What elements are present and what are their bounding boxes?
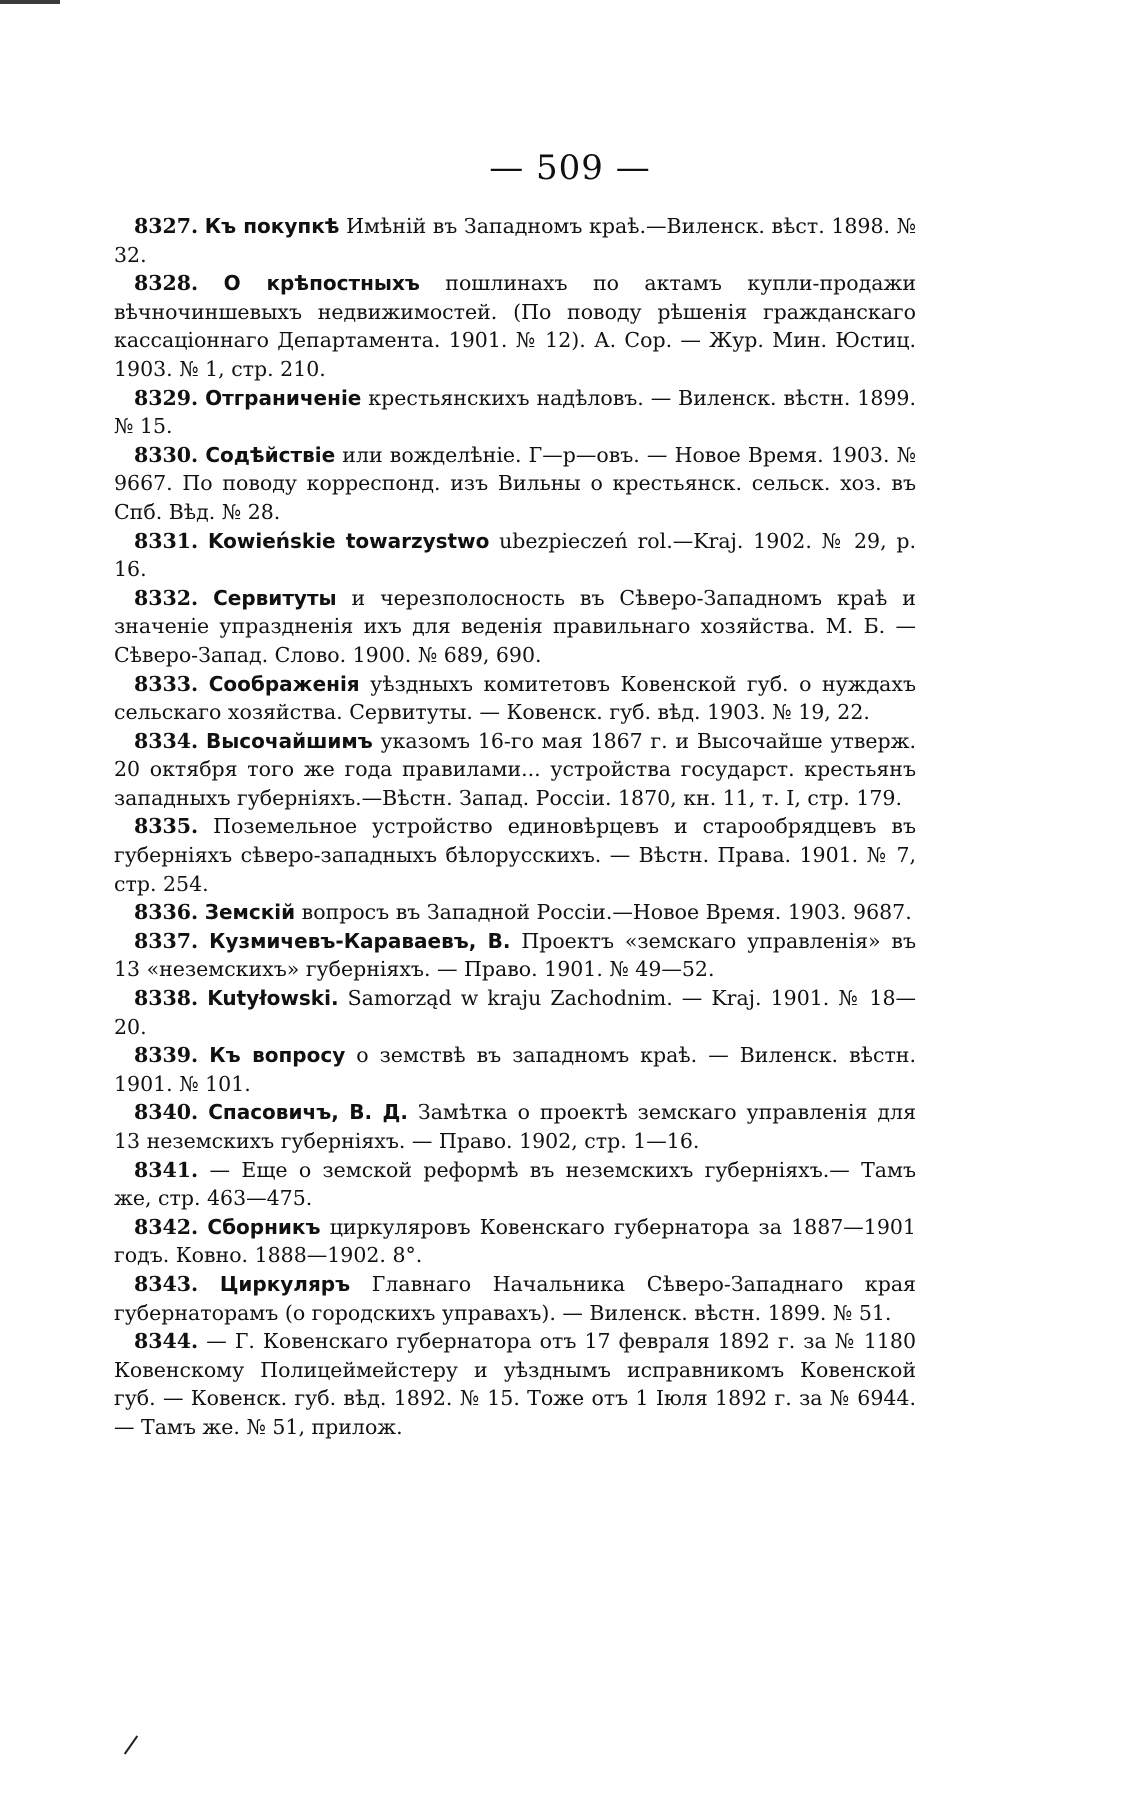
bibliography-list: [114, 212, 916, 1442]
entry-number: 8339.: [134, 1043, 199, 1068]
entry-text: Проектъ «земскаго управленія» въ 13 «неземскихъ» губерніяхъ. — Право. 1901. № 49—52.: [114, 928, 916, 982]
entry-text: Замѣтка о проектѣ земскаго управленія для 13 неземскихъ губерніяхъ. — Право. 1902, стр. 1—16.: [114, 1100, 916, 1153]
entry-8334: [114, 727, 916, 813]
entry-8342: [114, 1213, 916, 1270]
entry-text: ubezpieczeń rol.—Kraj. 1902. № 29, p. 16.: [114, 528, 916, 582]
entry-number: 8338.: [134, 986, 199, 1011]
entry-number: 8341.: [134, 1157, 199, 1182]
entry-heading: Содѣйствіе: [205, 442, 336, 467]
entry-heading: Циркуляръ: [219, 1271, 351, 1296]
entry-text: или вожделѣніе. Г—р—овъ. — Новое Время. 1903. № 9667. По поводу корреспонд. изъ Вильны о крестьянск. сельск. хоз. въ Спб. Вѣд. № 28.: [114, 442, 916, 524]
entry-text: пошлинахъ по актамъ купли-продажи вѣчночиншевыхъ недвижимостей. (По поводу рѣшенія гражданскаго кассаціоннаго Департамента. 1901. № 12). А. Сор. — Жур. Мин. Юстиц. 1903. № 1, стр. 210.: [114, 271, 916, 381]
entry-number: 8333.: [134, 671, 199, 696]
entry-8339: [114, 1041, 916, 1098]
entry-number: 8342.: [134, 1214, 199, 1239]
entry-8340: [114, 1098, 916, 1155]
entry-heading: Къ покупкѣ: [204, 214, 340, 238]
page-number: — 509 —: [489, 148, 651, 188]
entry-8335: [114, 812, 916, 898]
entry-8327: [114, 212, 916, 269]
entry-text: указомъ 16-го мая 1867 г. и Высочайше утверж. 20 октября того же года правилами... устройства государст. крестьянъ западныхъ губерніяхъ.—Вѣстн. Запад. Россіи. 1870, кн. 11, т. I, стр. 179.: [114, 728, 916, 810]
entry-text: Поземельное устройство единовѣрцевъ и старообрядцевъ въ губерніяхъ сѣверо-западныхъ бѣлорусскихъ. — Вѣстн. Права. 1901. № 7, стр. 254.: [114, 814, 916, 896]
entry-8338: [114, 984, 916, 1041]
entry-heading: Высочайшимъ: [205, 728, 373, 753]
entry-number: 8343.: [134, 1271, 199, 1296]
entry-heading: Kutyłowski.: [207, 986, 339, 1011]
entry-text: — Г. Ковенскаго губернатора отъ 17 февраля 1892 г. за № 1180 Ковенскому Полицеймейстеру и уѣзднымъ исправникомъ Ковенской губ. — Ковенск. губ. вѣд. 1892. № 15. Тоже отъ 1 Іюля 1892 г. за № 6944. — Тамъ же. № 51, прилож.: [114, 1329, 916, 1439]
entry-heading: Земскій: [204, 900, 296, 925]
entry-8330: [114, 441, 916, 527]
entry-text: и черезполосность въ Сѣверо-Западномъ краѣ и значеніе упраздненія ихъ для веденія правильнаго хозяйства. М. Б. — Сѣверо-Запад. Слово. 1900. № 689, 690.: [114, 585, 916, 667]
entry-text: уѣздныхъ комитетовъ Ковенской губ. о нуждахъ сельскаго хозяйства. Сервитуты. — Ковенск. губ. вѣд. 1903. № 19, 22.: [114, 671, 916, 725]
entry-8344: [114, 1327, 916, 1441]
entry-8337: [114, 927, 916, 984]
entry-number: 8332.: [134, 585, 199, 610]
entry-8336: [114, 898, 916, 927]
entry-heading: Сборникъ: [207, 1214, 321, 1239]
entry-number: 8336.: [134, 900, 199, 925]
scan-artifact: [0, 0, 80, 14]
entry-number: 8344.: [134, 1329, 199, 1354]
entry-text: вопросъ въ Западной Россіи.—Новое Время. 1903. 9687.: [295, 900, 912, 925]
entry-heading: Спасовичъ, В. Д.: [208, 1100, 408, 1125]
entry-text: циркуляровъ Ковенскаго губернатора за 1887—1901 годъ. Ковно. 1888—1902. 8°.: [114, 1214, 916, 1268]
entry-heading: О крѣпостныхъ: [223, 271, 420, 296]
entry-number: 8337.: [134, 928, 199, 953]
entry-text: о земствѣ въ западномъ краѣ. — Виленск. вѣстн. 1901. № 101.: [114, 1043, 916, 1096]
entry-heading: Къ вопросу: [209, 1043, 346, 1068]
entry-heading: Kowieńskie towarzystwo: [207, 528, 490, 553]
entry-number: 8328.: [134, 271, 199, 296]
entry-heading: Отграниченіе: [205, 385, 362, 410]
entry-text: Имѣній въ Западномъ краѣ.—Виленск. вѣст. 1898. № 32.: [114, 214, 916, 267]
entry-number: 8334.: [134, 728, 199, 753]
entry-number: 8335.: [134, 814, 199, 839]
entry-text: — Еще о земской реформѣ въ неземскихъ губерніяхъ.— Тамъ же, стр. 463—475.: [114, 1157, 916, 1211]
entry-8341: [114, 1156, 916, 1213]
entry-8332: [114, 584, 916, 670]
entry-heading: Сервитуты: [213, 585, 337, 610]
entry-number: 8327.: [134, 214, 199, 238]
pen-mark: [124, 1735, 138, 1754]
entry-number: 8340.: [134, 1100, 199, 1125]
entry-8333: [114, 670, 916, 727]
entry-heading: Соображенія: [208, 671, 360, 696]
entry-8331: [114, 527, 916, 584]
entry-text: Samorząd w kraju Zachodnim. — Kraj. 1901. № 18—20.: [114, 986, 916, 1039]
entry-number: 8330.: [134, 442, 199, 467]
entry-8329: [114, 384, 916, 441]
entry-8343: [114, 1270, 916, 1327]
entry-number: 8329.: [134, 385, 199, 410]
entry-heading: Кузмичевъ-Караваевъ, В.: [209, 928, 511, 953]
entry-text: крестьянскихъ надѣловъ. — Виленск. вѣстн. 1899. № 15.: [114, 385, 916, 439]
entry-8328: [114, 269, 916, 383]
entry-text: Главнаго Начальника Сѣверо-Западнаго края губернаторамъ (о городскихъ управахъ). — Виленск. вѣстн. 1899. № 51.: [114, 1271, 916, 1325]
entry-number: 8331.: [134, 528, 199, 553]
